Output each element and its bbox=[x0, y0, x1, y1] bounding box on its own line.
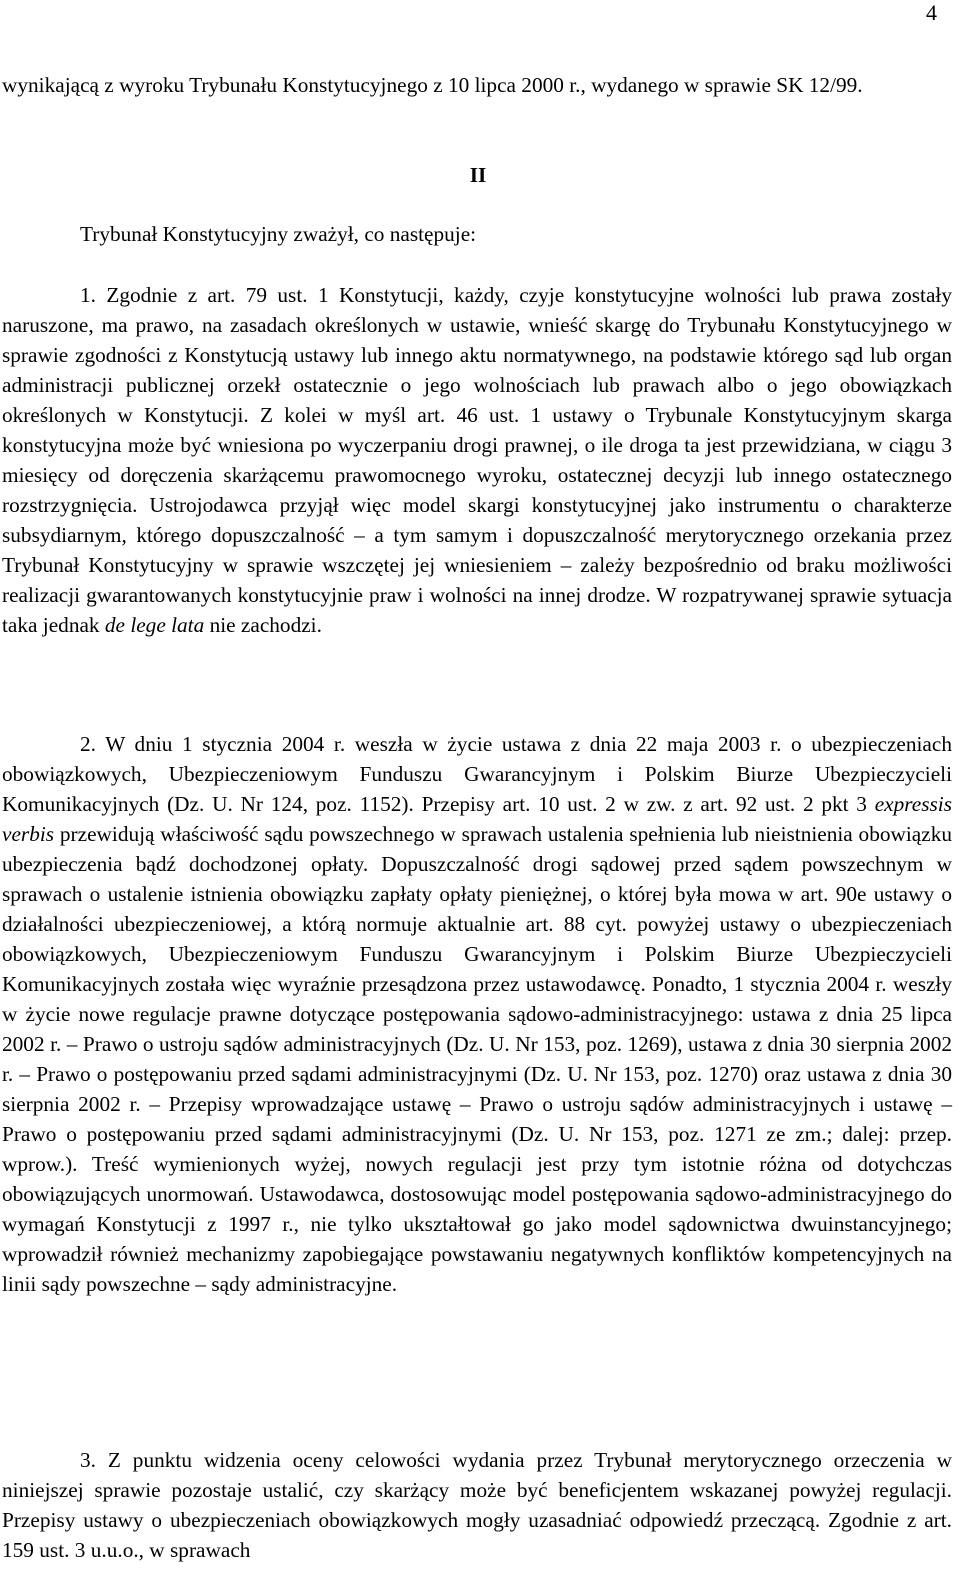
paragraph-2-text-b: przewidują właściwość sądu powszechnego w sprawach ustalenia spełnienia lub nieistnienia obowiązku ubezpieczenia bądź dochodzonej opłaty. Dopuszczalność drogi sądowej przed sądem powszechnym w sprawach o ustalenie istnienia obowiązku zapłaty opłaty pieniężnej, o której była mowa w art. 90e ustawy o działalności ubezpieczeniowej, a którą normuje aktualnie art. 88 cyt. powyżej ustawy o ubezpieczeniach obowiązkowych, Ubezpieczeniowym Funduszu Gwarancyjnym i Polskim Biurze Ubezpieczycieli Komunikacyjnych została więc wyraźnie przesądzona przez ustawodawcę. Ponadto, 1 stycznia 2004 r. weszły w życie nowe regulacje prawne dotyczące postępowania sądowo-administracyjnego: ustawa z dnia 25 lipca 2002 r. – Prawo o ustroju sądów administracyjnych (Dz. U. Nr 153, poz. 1269), ustawa z dnia 30 sierpnia 2002 r. – Prawo o postępowaniu przed sądami administracyjnymi (Dz. U. Nr 153, poz. 1270) oraz ustawa z dnia 30 sierpnia 2002 r. – Przepisy wprowadzające ustawę – Prawo o ustroju sądów administracyjnych i ustawę – Prawo o postępowaniu przed sądami administracyjnymi (Dz. U. Nr 153, poz. 1271 ze zm.; dalej: przep. wprow.). Treść wymienionych wyżej, nowych regulacji jest przy tym istotnie różna od dotychczas obowiązujących unormowań. Ustawodawca, dostosowując model postępowania sądowo-administracyjnego do wymagań Konstytucji z 1997 r., nie tylko ukształtował go jako model sądownictwa dwuinstancyjnego; wprowadził również mechanizmy zapobiegające powstawaniu negatywnych konfliktów kompetencyjnych na linii sądy powszechne – sądy administracyjne. bbox=[2, 822, 952, 1296]
page-number: 4 bbox=[926, 0, 937, 25]
paragraph-1-text: 1. Zgodnie z art. 79 ust. 1 Konstytucji, każdy, czyje konstytucyjne wolności lub prawa zostały naruszone, ma prawo, na zasadach określonych w ustawie, wnieść skargę do Trybunału Konstytucyjnego w sprawie zgodności z Konstytucją ustawy lub innego aktu normatywnego, na podstawie którego sąd lub organ administracji publicznej orzekł ostatecznie o jego wolnościach lub prawach albo o jego obowiązkach określonych w Konstytucji. Z kolei w myśl art. 46 ust. 1 ustawy o Trybunale Konstytucyjnym skarga konstytucyjna może być wniesiona po wyczerpaniu drogi prawnej, o ile droga ta jest przewidziana, w ciągu 3 miesięcy od doręczenia skarżącemu prawomocnego wyroku, ostatecznej decyzji lub innego ostatecznego rozstrzygnięcia. Ustrojodawca przyjął więc model skargi konstytucyjnej jako instrumentu o charakterze subsydiarnym, którego dopuszczalność – a tym samym i dopuszczalność merytorycznego orzekania przez Trybunał Konstytucyjny w sprawie wszczętej jej wniesieniem – zależy bezpośrednio od braku możliwości realizacji gwarantowanych konstytucyjnie praw i wolności na innej drodze. W rozpatrywanej sprawie sytuacja taka jednak bbox=[2, 283, 952, 637]
paragraph-2-italic: expressis verbis bbox=[2, 792, 952, 846]
section-lead: Trybunał Konstytucyjny zważył, co następuje: bbox=[80, 222, 477, 246]
paragraph-1-tail: nie zachodzi. bbox=[204, 613, 322, 637]
paragraph-1 bbox=[2, 280, 952, 640]
section-heading: II bbox=[469, 163, 487, 187]
paragraph-2-text-a: 2. W dniu 1 stycznia 2004 r. weszła w życie ustawa z dnia 22 maja 2003 r. o ubezpieczeniach obowiązkowych, Ubezpieczeniowym Funduszu Gwarancyjnym i Polskim Biurze Ubezpieczycieli Komunikacyjnych (Dz. U. Nr 124, poz. 1152). Przepisy art. 10 ust. 2 w zw. z art. 92 ust. 2 pkt 3 bbox=[2, 732, 952, 816]
paragraph-3: 3. Z punktu widzenia oceny celowości wydania przez Trybunał merytorycznego orzeczenia w niniejszej sprawie pozostaje ustalić, czy skarżący może być beneficjentem wskazanej powyżej regulacji. Przepisy ustawy o ubezpieczeniach obowiązkowych mogły uzasadniać odpowiedź przeczącą. Zgodnie z art. 159 ust. 3 u.u.o., w sprawach bbox=[2, 1448, 952, 1562]
paragraph-1-italic: de lege lata bbox=[104, 613, 205, 637]
paragraph-2 bbox=[2, 729, 952, 1299]
intro-paragraph: wynikającą z wyroku Trybunału Konstytucyjnego z 10 lipca 2000 r., wydanego w sprawie SK 12/99. bbox=[2, 73, 863, 97]
